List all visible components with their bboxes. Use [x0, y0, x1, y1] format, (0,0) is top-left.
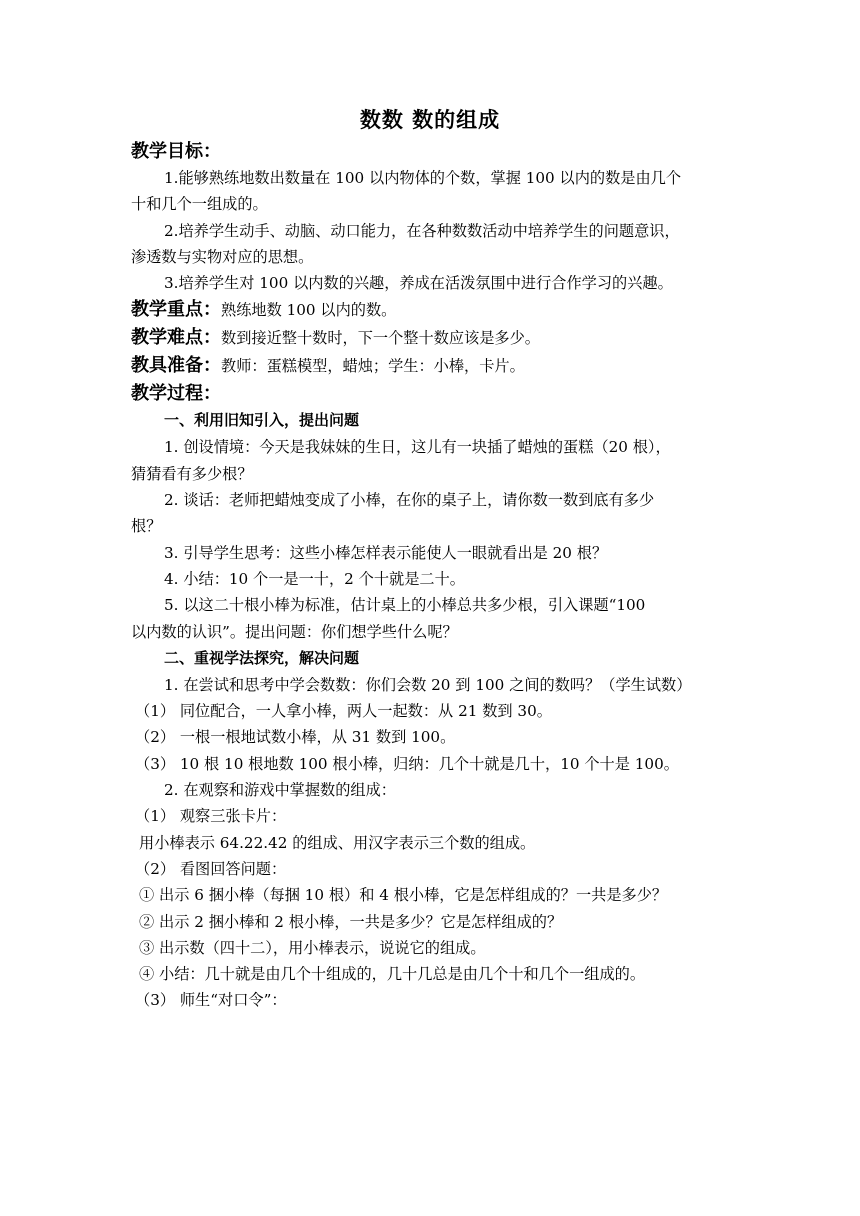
materials-row — [131, 352, 731, 380]
section2-item1: 1. 在尝试和思考中学会数数：你们会数 20 到 100 之间的数吗？（学生试数） — [164, 675, 692, 694]
difficulty-row — [131, 324, 731, 352]
section2-item2-sub1-text: 用小棒表示 64.22.42 的组成、用汉字表示三个数的组成。 — [139, 833, 536, 852]
section1-item4: 4. 小结：10 个一是一十，2 个十就是二十。 — [164, 569, 465, 588]
key-point-label: 教学重点： — [131, 299, 221, 321]
objective-1-line1: 1.能够熟练地数出数量在 100 以内物体的个数，掌握 100 以内的数是由几个 — [164, 169, 682, 187]
document-body — [131, 138, 731, 1014]
section2-item1-sub1: （1） 同位配合，一人拿小棒，两人一起数：从 21 数到 30。 — [135, 702, 552, 721]
section1-item1-line2: 猜猜看有多少根？ — [131, 464, 253, 483]
objective-3-line1: 3.培养学生对 100 以内数的兴趣，养成在活泼氛围中进行合作学习的兴趣。 — [164, 274, 673, 293]
difficulty-label: 教学难点： — [131, 327, 221, 349]
circled-item-4: ④ 小结：几十就是由几个十组成的，几十几总是由几个十和几个一组成的。 — [139, 965, 646, 984]
section2-item2: 2. 在观察和游戏中掌握数的组成： — [164, 781, 396, 800]
circled-item-2: ② 出示 2 捆小棒和 2 根小棒，一共是多少？它是怎样组成的？ — [139, 912, 563, 931]
page-title: 数数 数的组成 — [359, 108, 501, 132]
materials-text: 教师：蛋糕模型，蜡烛；学生：小棒，卡片。 — [221, 357, 525, 376]
section2-item2-sub1: （1） 观察三张卡片： — [135, 807, 287, 826]
section2-item1-sub2: （2） 一根一根地试数小棒，从 31 数到 100。 — [135, 728, 456, 747]
objective-2-line1: 2.培养学生动手、动脑、动口能力，在各种数数活动中培养学生的问题意识， — [164, 221, 680, 240]
section1-item5-line2: 以内数的认识”。提出问题：你们想学些什么呢？ — [131, 622, 458, 641]
section1-heading: 一、利用旧知引入，提出问题 — [164, 411, 360, 430]
objectives-heading: 教学目标： — [131, 141, 221, 162]
section1-item5-line1: 5. 以这二十根小棒为标准，估计桌上的小棒总共多少根，引入课题“100 — [164, 596, 646, 615]
section2-item2-sub3: （3） 师生“对口令”： — [135, 991, 287, 1010]
objective-2-line2: 渗透数与实物对应的思想。 — [131, 247, 314, 266]
circled-item-3: ③ 出示数（四十二），用小棒表示，说说它的组成。 — [139, 938, 486, 957]
difficulty-text: 数到接近整十数时，下一个整十数应该是多少。 — [221, 329, 540, 348]
section2-heading: 二、重视学法探究，解决问题 — [164, 648, 360, 667]
key-point-text: 熟练地数 100 以内的数。 — [221, 301, 397, 320]
section1-item2-line2: 根？ — [131, 517, 162, 536]
circled-item-1: ① 出示 6 捆小棒（每捆 10 根）和 4 根小棒，它是怎样组成的？一共是多少？ — [139, 886, 668, 905]
key-point-row — [131, 296, 731, 324]
section1-item1-line1: 1. 创设情境：今天是我妹妹的生日，这儿有一块插了蜡烛的蛋糕（20 根）， — [164, 438, 671, 457]
materials-label: 教具准备： — [131, 355, 221, 377]
section1-item3: 3. 引导学生思考：这些小棒怎样表示能使人一眼就看出是 20 根？ — [164, 543, 608, 562]
section2-item1-sub3: （3） 10 根 10 根地数 100 根小棒，归纳：几个十就是几十，10 个十是 100。 — [135, 754, 679, 773]
section1-item2-line1: 2. 谈话：老师把蜡烛变成了小棒，在你的桌子上，请你数一数到底有多少 — [164, 491, 655, 510]
section2-item2-sub2: （2） 看图回答问题： — [135, 859, 287, 878]
process-heading: 教学过程： — [131, 383, 221, 405]
objective-1-line2: 十和几个一组成的。 — [131, 195, 268, 214]
